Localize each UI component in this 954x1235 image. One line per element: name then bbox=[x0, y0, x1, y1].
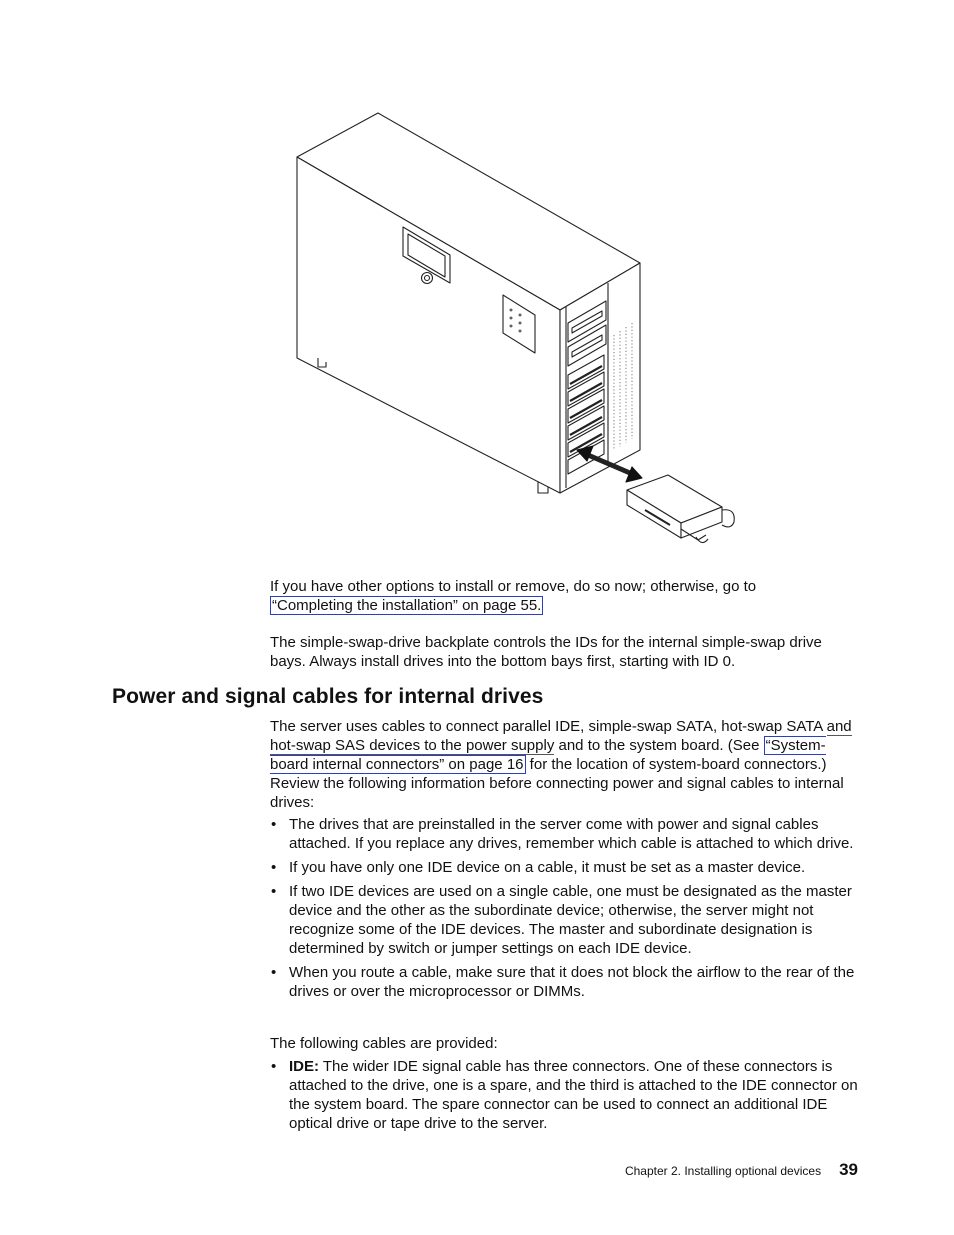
cables-intro-paragraph bbox=[270, 1034, 860, 1053]
intro-text-1: The server uses cables to connect parallel IDE, simple-swap SATA, hot-swap SATA bbox=[270, 718, 827, 735]
list-item: • The drives that are preinstalled in the server come with power and signal cables attached. If you replace any drives, remember which cable is attached to which drive. bbox=[270, 815, 860, 853]
guidelines-list bbox=[270, 815, 860, 1001]
server-drive-illustration bbox=[290, 105, 760, 565]
options-paragraph bbox=[270, 577, 860, 615]
cables-list-container bbox=[270, 1057, 860, 1138]
cable-term: IDE: bbox=[289, 1058, 319, 1075]
page-number: 39 bbox=[839, 1160, 858, 1179]
intro-text-3: for the location of system-board connectors.) Review the following information before connecting power and signal cables to internal drives: bbox=[270, 756, 844, 811]
list-item: • If you have only one IDE device on a cable, it must be set as a master device. bbox=[270, 858, 860, 877]
cables-intro: The following cables are provided: bbox=[270, 1035, 498, 1052]
intro-paragraph bbox=[270, 717, 860, 812]
power-supply-link[interactable]: and hot-swap SAS devices to the power supply bbox=[270, 718, 852, 754]
list-item: • When you route a cable, make sure that it does not block the airflow to the rear of the drives or over the microprocessor or DIMMs. bbox=[270, 963, 860, 1001]
cables-list bbox=[270, 1057, 860, 1133]
options-text: If you have other options to install or remove, do so now; otherwise, go to bbox=[270, 578, 757, 595]
page-footer bbox=[625, 1160, 858, 1180]
list-item: • If two IDE devices are used on a single cable, one must be designated as the master device and the other as the subordinate device; otherwise, the server might not recognize some of the IDE devices. The master and subordinate designation is determined by switch or jumper settings on each IDE device. bbox=[270, 882, 860, 958]
intro-text-2: and to the system board. (See bbox=[554, 737, 764, 754]
cable-desc: The wider IDE signal cable has three connectors. One of these connectors is attached to the drive, one is a spare, and the third is attached to the IDE connector on the system board. The spare connector can be used to connect an additional IDE optical drive or tape drive to the server. bbox=[289, 1058, 858, 1132]
list-item bbox=[270, 1057, 860, 1133]
guidelines-list-container bbox=[270, 815, 860, 1006]
system-board-connectors-link[interactable]: “System-board internal connectors” on page 16 bbox=[270, 737, 826, 773]
backplate-paragraph bbox=[270, 633, 860, 671]
completing-installation-link[interactable]: “Completing the installation” on page 55. bbox=[272, 597, 542, 614]
chapter-title: Chapter 2. Installing optional devices bbox=[624, 1164, 822, 1178]
backplate-text: The simple-swap-drive backplate controls the IDs for the internal simple-swap drive bays. Always install drives into the bottom bays first, starting with ID 0. bbox=[270, 634, 822, 670]
section-title: Power and signal cables for internal drives bbox=[112, 685, 544, 708]
